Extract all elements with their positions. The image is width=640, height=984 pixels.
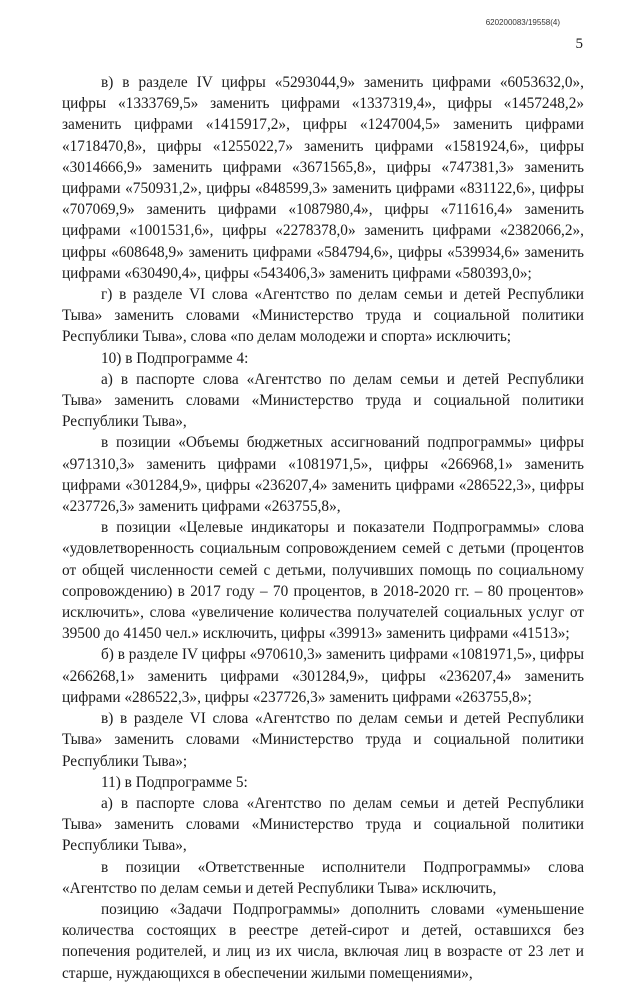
document-body — [62, 72, 584, 984]
paragraph-subprogram-5-heading: 11) в Подпрограмме 5: — [101, 773, 248, 791]
paragraph-subprogram-5-tasks: позицию «Задачи Подпрограммы» дополнить словами «уменьшение количества состоящих в реестре детей-сирот и детей, оставшихся без попечения родителей, и лиц из их числа, включая лиц в возрасте от 23 лет и старше, нуждающихся в обеспечении жилыми помещениями», — [62, 900, 584, 982]
paragraph-subprogram-4-section-vi: в) в разделе VI слова «Агентство по делам семьи и детей Республики Тыва» заменить словами «Министерство труда и социальной политики Республики Тыва»; — [62, 710, 584, 770]
paragraph-subprogram-4-budget: в позиции «Объемы бюджетных ассигнований подпрограммы» цифры «971310,3» заменить цифрами «1081971,5», цифры «266968,1» заменить цифрами «301284,9», цифры «236207,4» заменить цифрами «286522,3», цифры «237726,3» заменить цифрами «263755,8», — [62, 434, 584, 516]
paragraph-subprogram-5-passport: а) в паспорте слова «Агентство по делам семьи и детей Республики Тыва» заменить словами «Министерство труда и социальной политики Республики Тыва», — [62, 794, 584, 855]
paragraph-section-vi-words: г) в разделе VI слова «Агентство по делам семьи и детей Республики Тыва» заменить словами «Министерство труда и социальной политики Республики Тыва», слова «по делам молодежи и спорта» исключить; — [62, 286, 584, 346]
paragraph-subprogram-5-executors: в позиции «Ответственные исполнители Подпрограммы» слова «Агентство по делам семьи и детей Республики Тыва» исключить, — [62, 858, 584, 897]
paragraph-subprogram-4-section-iv: б) в разделе IV цифры «970610,3» заменить цифрами «1081971,5», цифры «266268,1» заменить цифрами «301284,9», цифры «236207,4» заменить цифрами «286522,3», цифры «237726,3» заменить цифрами «263755,8»; — [62, 646, 584, 706]
paragraph-subprogram-4-indicators: в позиции «Целевые индикаторы и показатели Подпрограммы» слова «удовлетворенность социальным сопровождением семей с детьми (процентов от общей численности семей с детьми, получивших помощь по социальному сопровождению) в 2017 году – 70 процентов, в 2018-2020 гг. – 80 процентов» исключить», слова «увеличение количества получателей социальных услуг от 39500 до 41450 чел.» исключить, цифры «39913» заменить цифрами «41513»; — [62, 519, 584, 643]
document-code: 620200083/19558(4) — [485, 18, 560, 27]
paragraph-section-iv-figures: в) в разделе IV цифры «5293044,9» заменить цифрами «6053632,0», цифры «1333769,5» заменить цифрами «1337319,4», цифры «1457248,2» заменить цифрами «1415917,2», цифры «1247004,5» заменить цифрами «1718470,8», цифры «1255022,7» заменить цифрами «1581924,6», цифры «3014666,9» заменить цифрами «3671565,8», цифры «747381,3» заменить цифрами «750931,2», цифры «848599,3» заменить цифрами «831122,6», цифры «707069,9» заменить цифрами «1087980,4», цифры «711616,4» заменить цифрами «1001531,6», цифры «2278378,0» заменить цифрами «2382066,2», цифры «608648,9» заменить цифрами «584794,6», цифры «539934,6» заменить цифрами «630490,4», цифры «543406,3» заменить цифрами «580393,0»; — [62, 74, 584, 282]
paragraph-subprogram-4-passport: а) в паспорте слова «Агентство по делам семьи и детей Республики Тыва» заменить словами «Министерство труда и социальной политики Республики Тыва», — [62, 370, 584, 431]
page-number: 5 — [575, 36, 583, 52]
paragraph-subprogram-4-heading: 10) в Подпрограмме 4: — [101, 349, 249, 367]
